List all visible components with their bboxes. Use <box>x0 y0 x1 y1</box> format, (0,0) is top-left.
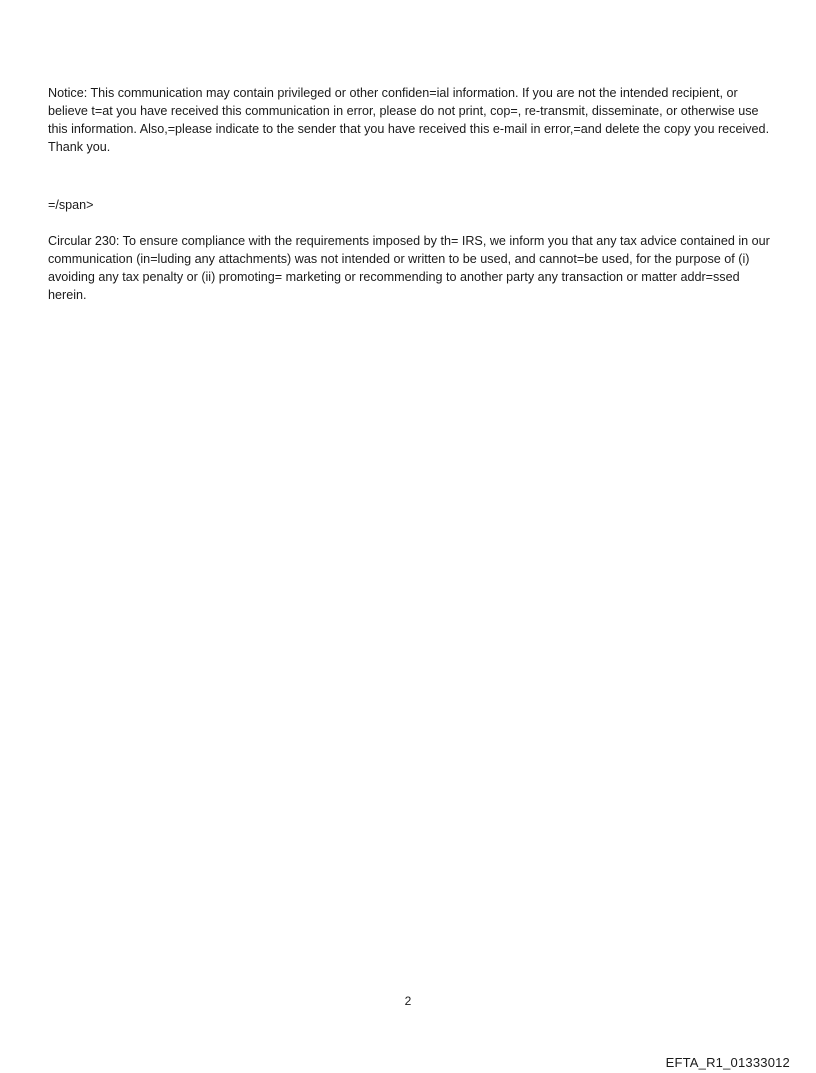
confidentiality-notice: Notice: This communication may contain privileged or other confiden=ial information. If you are not the intended recipient, or believe t=at you have received this communication in error, please do not print, cop=, re-transmit, disseminate, or otherwise use this information. Also,=please indicate to the sender that you have received this e-mail in error,=and delete the copy you received. Thank you. <box>48 86 770 154</box>
circular-230-disclaimer: Circular 230: To ensure compliance with the requirements imposed by th= IRS, we inform you that any tax advice contained in our communication (in=luding any attachments) was not intended or written to be used, and cannot=be used, for the purpose of (i) avoiding any tax penalty or (ii) promoting= marketing or recommending to another party any transaction or matter addr=ssed herein. <box>48 234 770 302</box>
page-number: 2 <box>404 994 412 1008</box>
document-body <box>48 84 778 304</box>
span-tag-artifact: =/span> <box>48 198 94 212</box>
bates-number: EFTA_R1_01333012 <box>665 1055 790 1070</box>
